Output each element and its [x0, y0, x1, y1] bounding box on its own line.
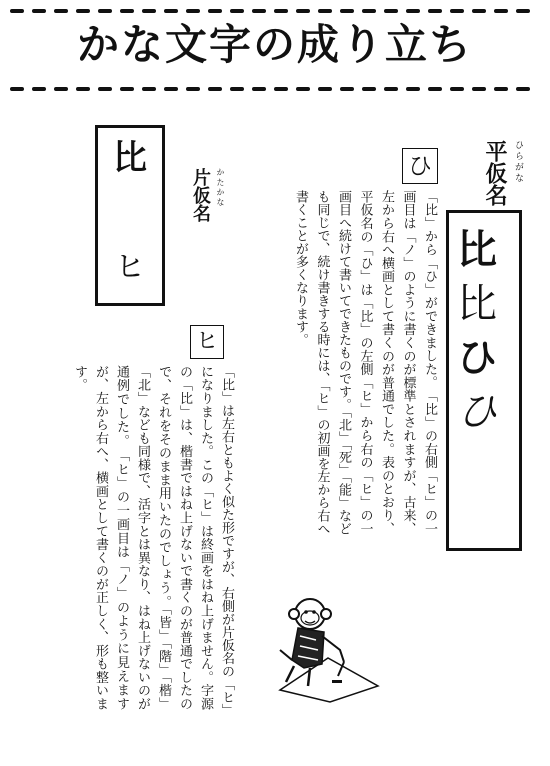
katakana-result-glyph: ヒ	[115, 250, 145, 285]
hiragana-evolution-box	[446, 210, 527, 551]
katakana-explanation: 「比」は左右ともよく似た形ですが、右側が片仮名の「ヒ」になりました。この「ヒ」は終画をはね上げません。字源の「比」は、楷書ではね上げないで書くのが普通でしたので、それをそのまま用いたのでしょう。「皆」「階」「楷」「北」なども同様で、活字とは異なり、はね上げないのが通例でした。 「ヒ」の一画目は「ノ」のように見えますが、左から右へ、横画として書くのが正しく、形も整います。	[72, 365, 234, 710]
page-title: かな文字の成り立ち	[76, 20, 473, 69]
hiragana-ruby: ひらがな	[513, 140, 523, 184]
hiragana-glyph-4: ひ	[457, 389, 527, 435]
katakana-source-glyph: 比	[113, 138, 147, 178]
hiragana-label: 平仮名	[482, 140, 507, 206]
katakana-evolution-box	[95, 125, 165, 306]
title-underline-decoration	[0, 84, 550, 94]
hiragana-evolution-glyphs	[457, 223, 527, 543]
katakana-ruby: かたかな	[216, 168, 225, 208]
hiragana-glyph-3: ひ	[457, 334, 527, 381]
hiragana-mark-box: ひ	[402, 148, 438, 184]
katakana-label: 片仮名	[190, 168, 211, 222]
hiragana-glyph-1: 比	[457, 226, 527, 273]
monkey-calligrapher-icon	[270, 590, 385, 705]
top-border-decoration	[0, 6, 550, 16]
katakana-mark-box: ヒ	[190, 325, 224, 359]
hiragana-glyph-2: 比	[457, 281, 527, 327]
hiragana-explanation: 「比」から「ひ」ができました。 「比」の右側「ヒ」の一画目は「ノ」のように書くのが標準とされますが、古来、左から右へ横画として書くのが普通でした。表のとおり、平仮名の「ひ」は「比」の左側「ヒ」から右の「ヒ」の一画目へ続けて書いてできたものです。「北」「死」「能」なども同じで、続け書きする時には、「ヒ」の初画を左から右へ書くことが多くなります。	[293, 190, 437, 535]
